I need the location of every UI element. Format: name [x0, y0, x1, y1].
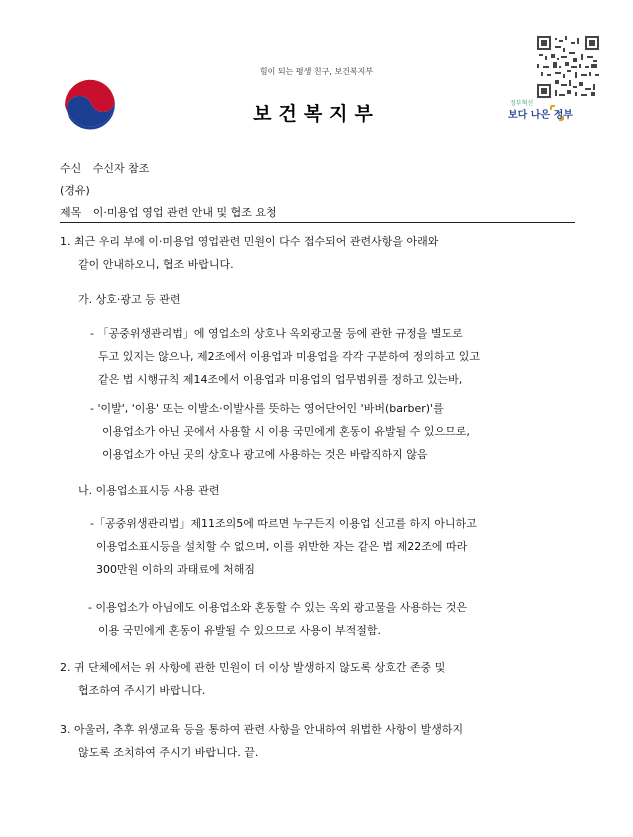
paragraph-2-line-2: 협조하여 주시기 바랍니다. — [78, 684, 206, 697]
section-a-item-1-line-2: 두고 있지는 않으나, 제2조에서 이용업과 미용업을 각각 구분하여 정의하고 있고 — [98, 350, 480, 363]
section-a-title: 가. 상호·광고 등 관련 — [78, 293, 181, 306]
government-innovation-logo — [508, 98, 573, 128]
paragraph-2-line-1: 2. 귀 단체에서는 위 사항에 관한 민원이 더 이상 발생하지 않도록 상호간 존중 및 — [60, 661, 446, 674]
ministry-title: 보건복지부 — [253, 103, 380, 125]
qr-code-icon — [537, 36, 599, 98]
paragraph-1-line-2: 같이 안내하오니, 협조 바랍니다. — [78, 258, 234, 271]
section-a-item-1-line-3: 같은 법 시행규칙 제14조에서 이용업과 미용업의 업무범위를 정하고 있는바, — [98, 373, 463, 386]
paragraph-3 — [60, 718, 463, 764]
section-b-item-1 — [90, 512, 477, 581]
section-a-item-2-line-3: 이용업소가 아닌 곳의 상호나 광고에 사용하는 것은 바람직하지 않음 — [102, 448, 428, 461]
section-b-item-1-line-1: -「공중위생관리법」제11조의5에 따르면 누구든지 이용업 신고를 하지 아니하고 — [90, 517, 477, 530]
section-b-item-2 — [88, 596, 467, 642]
via-line: (경유) — [60, 184, 90, 197]
section-a-item-1 — [90, 322, 480, 391]
section-a-item-2-line-1: - '이발', '이용' 또는 이발소·이발사를 뜻하는 영어단어인 '바버(barber)'를 — [90, 402, 444, 415]
section-b-title: 나. 이용업소표시등 사용 관련 — [78, 484, 220, 497]
section-a-item-1-line-1: - 「공중위생관리법」에 영업소의 상호나 옥외광고물 등에 관한 규정을 별도로 — [90, 327, 463, 340]
section-b-item-2-line-1: - 이용업소가 아님에도 이용업소와 혼동할 수 있는 옥외 광고물을 사용하는 것은 — [88, 601, 467, 614]
section-b-item-2-line-2: 이용 국민에게 혼동이 유발될 수 있으므로 사용이 부적절함. — [98, 624, 381, 637]
paragraph-1-line-1: 1. 최근 우리 부에 이·미용업 영업관련 민원이 다수 접수되어 관련사항을 아래와 — [60, 235, 439, 248]
subject-divider — [60, 222, 575, 223]
subject-label: 제목 — [60, 206, 82, 219]
recipient-label: 수신 — [60, 162, 82, 175]
paragraph-3-line-2: 않도록 조치하여 주시기 바랍니다. 끝. — [78, 746, 259, 759]
paragraph-2 — [60, 656, 445, 702]
section-a-item-2-line-2: 이용업소가 아닌 곳에서 사용할 시 이용 국민에게 혼동이 유발될 수 있으므로, — [102, 425, 470, 438]
subject-value: 이·미용업 영업 관련 안내 및 협조 요청 — [92, 206, 277, 219]
slogan: 힘이 되는 평생 친구, 보건복지부 — [259, 67, 374, 76]
paragraph-3-line-1: 3. 아울러, 추후 위생교육 등을 통하여 관련 사항을 안내하여 위법한 사항이 발생하지 — [60, 723, 464, 736]
gov-logo-small-text: 정부혁신 — [510, 100, 534, 107]
section-b-item-1-line-2: 이용업소표시등을 설치할 수 없으며, 이를 위반한 자는 같은 법 제22조에 따라 — [96, 540, 468, 553]
subject-line — [60, 204, 277, 220]
recipient-line — [60, 160, 149, 176]
section-b-item-1-line-3: 300만원 이하의 과태료에 처해짐 — [96, 563, 255, 576]
gov-logo-main-text: 보다 나은 정부 — [508, 110, 573, 121]
bracket-accent-icon — [548, 104, 566, 122]
section-a-item-2 — [90, 397, 470, 466]
paragraph-1 — [60, 230, 438, 276]
recipient-value: 수신자 참조 — [92, 162, 150, 175]
